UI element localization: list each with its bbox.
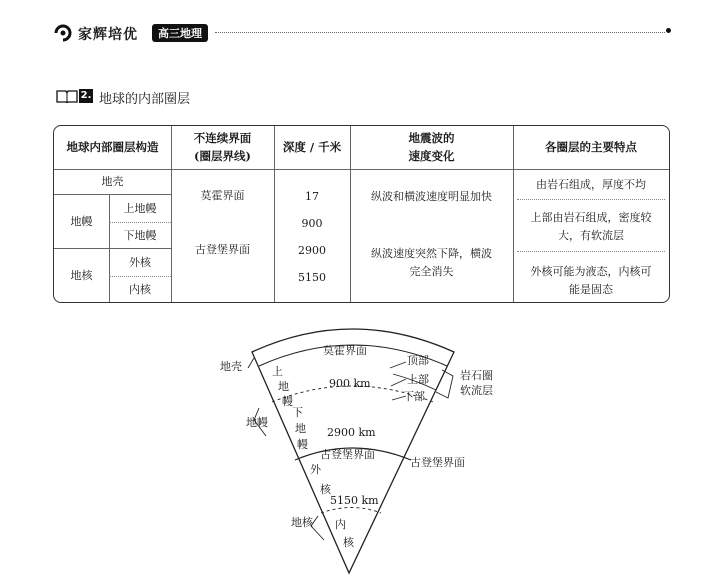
depth-5150km-label: 5150 km: [330, 494, 379, 507]
header-boundary-note: (圈层界线): [194, 148, 251, 163]
feature-mantle-2: 大，有软流层: [558, 228, 624, 242]
lithosphere-label: 岩石圈: [460, 369, 493, 382]
layer-crust: 地壳: [101, 175, 124, 188]
header-wave: 地震波的: [408, 130, 455, 145]
wave-change-moho: 纵波和横波速度明显加快: [371, 189, 492, 203]
table-divider: [517, 199, 665, 200]
header-boundary: 不连续界面: [193, 130, 252, 145]
feature-core-2: 能是固态: [569, 282, 613, 296]
upper-mantle-char: 地: [278, 380, 289, 393]
layer-inner-core: 内核: [129, 282, 151, 296]
inner-core-char: 内: [335, 518, 346, 531]
header-depth: 深度 / 千米: [282, 140, 342, 154]
feature-crust: 由岩石组成，厚度不均: [536, 177, 646, 191]
lower-mantle-char: 下: [292, 406, 303, 419]
lower-mantle-char: 地: [295, 422, 306, 435]
brand-logo-icon: [52, 22, 74, 44]
layer-upper-mantle: 上地幔: [123, 201, 157, 215]
depth-900km-label: 900 km: [329, 377, 371, 390]
lower-label: 下部: [403, 390, 425, 403]
diagram-crust-label: 地壳: [220, 360, 242, 373]
diagram-moho-label: 莫霍界面: [323, 344, 367, 357]
earth-layers-table: [53, 125, 670, 303]
layer-lower-mantle: 下地幔: [123, 228, 157, 242]
table-divider: [517, 251, 665, 252]
layer-mantle: 地幔: [70, 214, 93, 228]
header-divider: [215, 32, 665, 33]
header-feature: 各圈层的主要特点: [545, 140, 637, 154]
depth-value: 17: [305, 189, 319, 203]
depth-2900km-label: 2900 km: [327, 426, 376, 439]
leader-line: [390, 362, 406, 368]
bracket-lines: [248, 358, 254, 368]
header-end-dot: [666, 28, 671, 33]
book-icon: [56, 89, 78, 103]
inner-core-char: 核: [343, 536, 354, 549]
wave-change-gutenberg: 纵波速度突然下降，横波: [371, 246, 492, 260]
diagram-gutenberg-right: 古登堡界面: [410, 456, 465, 469]
feature-core: 外核可能为液态，内核可: [530, 264, 652, 278]
depth-value: 900: [301, 216, 323, 230]
outer-core-char: 核: [320, 483, 331, 496]
depth-value: 2900: [298, 243, 326, 257]
layer-outer-core: 外核: [129, 255, 151, 269]
lower-mantle-char: 幔: [297, 438, 308, 451]
diagram-core-label: 地核: [291, 516, 313, 529]
top-label: 顶部: [407, 354, 429, 367]
boundary-moho: 莫霍界面: [200, 188, 245, 202]
upper-mantle-char: 幔: [282, 395, 293, 408]
depth-value: 5150: [298, 270, 326, 284]
page-header: [52, 18, 672, 48]
layer-core: 地核: [70, 268, 93, 282]
boundary-gutenberg: 古登堡界面: [195, 242, 250, 256]
subject-badge: 高三地理: [152, 24, 208, 42]
wave-change-gutenberg-2: 完全消失: [409, 264, 454, 278]
section-number: 2.: [80, 90, 92, 101]
header-wave-2: 速度变化: [408, 148, 455, 163]
line-5150km: [321, 508, 381, 514]
earth-structure-diagram: [210, 318, 530, 584]
outer-core-char: 外: [310, 463, 321, 476]
upper-mantle-char: 上: [272, 365, 283, 378]
leader-line: [391, 379, 406, 386]
header-structure: 地球内部圈层构造: [66, 140, 159, 154]
upper-label: 上部: [407, 373, 429, 386]
diagram-mantle-label: 地幔: [246, 416, 268, 429]
feature-mantle: 上部由岩石组成，密度较: [530, 210, 652, 224]
asthenosphere-label: 软流层: [460, 384, 493, 397]
diagram-gutenberg-inner: 古登堡界面: [320, 448, 375, 461]
section-title: 地球的内部圈层: [99, 92, 191, 107]
brand-name: 家辉培优: [78, 27, 138, 43]
